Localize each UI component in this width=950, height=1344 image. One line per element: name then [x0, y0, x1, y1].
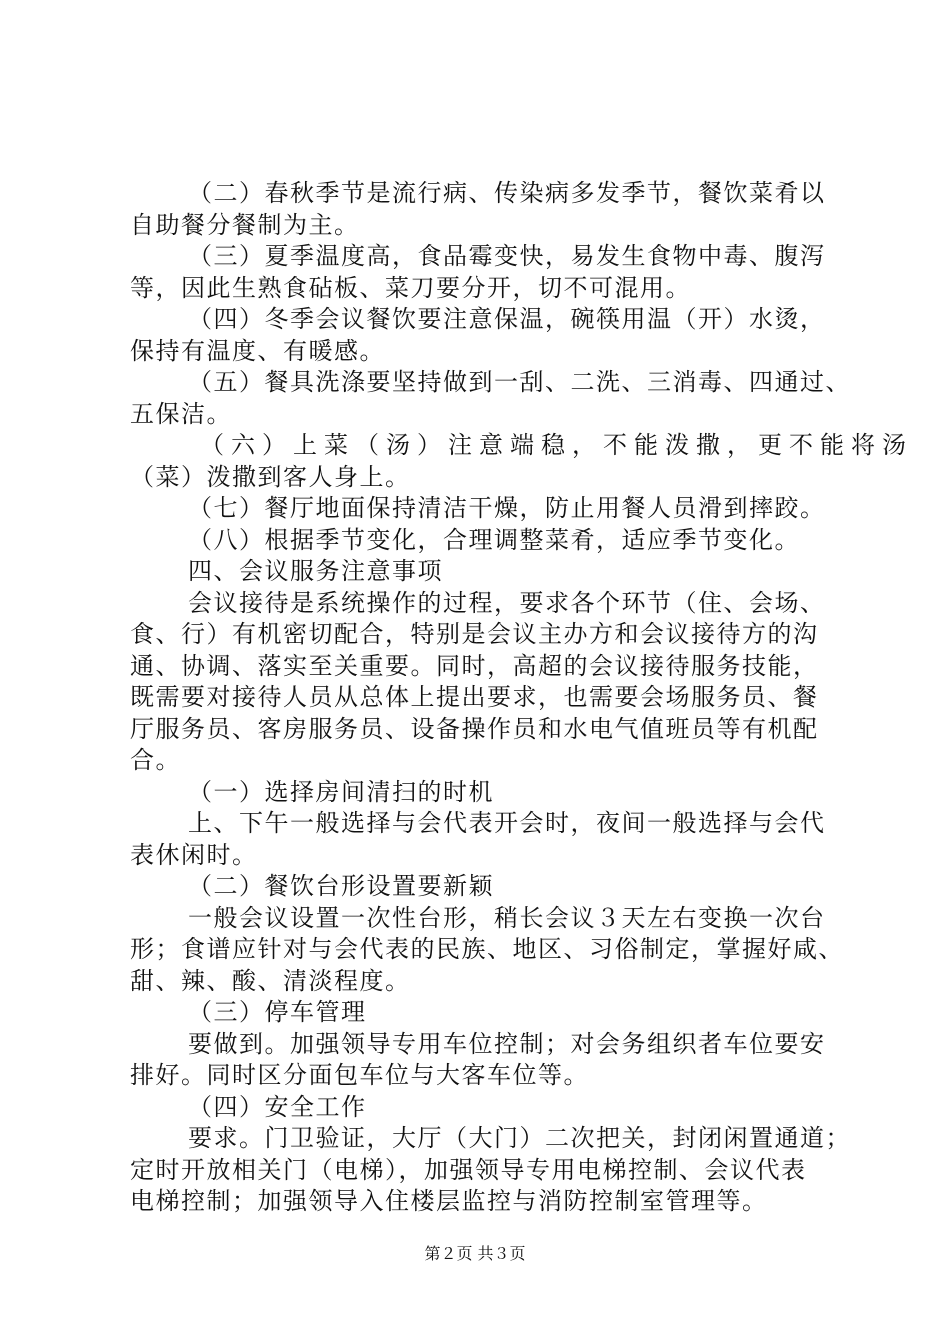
text-line: 表休闲时。	[130, 841, 258, 869]
text-line: （五）餐具洗涤要坚持做到一刮、二洗、三消毒、四通过、	[188, 368, 851, 396]
text-line: 要做到。加强领导专用车位控制；对会务组织者车位要安	[188, 1030, 826, 1058]
text-line: （二）春秋季节是流行病、传染病多发季节，餐饮菜肴以	[188, 179, 826, 207]
text-line: （菜）泼撒到客人身上。	[130, 463, 411, 491]
text-line: 电梯控制；加强领导入住楼层监控与消防控制室管理等。	[130, 1187, 768, 1215]
section-heading: 四、会议服务注意事项	[188, 557, 443, 585]
text-line: 等，因此生熟食砧板、菜刀要分开，切不可混用。	[130, 274, 691, 302]
text-line: （四）冬季会议餐饮要注意保温，碗筷用温（开）水烫，	[188, 305, 826, 333]
text-line: 自助餐分餐制为主。	[130, 211, 360, 239]
subsection-heading: （四）安全工作	[188, 1093, 367, 1121]
text-line: 保持有温度、有暖感。	[130, 337, 385, 365]
text-line: 会议接待是系统操作的过程，要求各个环节（住、会场、	[188, 589, 826, 617]
text-line: 形；食谱应针对与会代表的民族、地区、习俗制定，掌握好咸、	[130, 935, 844, 963]
subsection-heading: （二）餐饮台形设置要新颖	[188, 872, 494, 900]
subsection-heading: （一）选择房间清扫的时机	[188, 778, 494, 806]
text-line: 上、下午一般选择与会代表开会时，夜间一般选择与会代	[188, 809, 826, 837]
text-line: 厅服务员、客房服务员、设备操作员和水电气值班员等有机配	[130, 715, 819, 743]
text-line: （七）餐厅地面保持清洁干燥，防止用餐人员滑到摔跤。	[188, 494, 826, 522]
text-line: 定时开放相关门（电梯），加强领导专用电梯控制、会议代表	[130, 1156, 807, 1184]
page-number-footer: 第２页 共３页	[424, 1244, 526, 1263]
text-line: 食、行）有机密切配合，特别是会议主办方和会议接待方的沟	[130, 620, 819, 648]
text-line: 要求。门卫验证，大厅（大门）二次把关，封闭闲置通道；	[188, 1124, 851, 1152]
subsection-heading: （三）停车管理	[188, 998, 367, 1026]
text-line: 甜、辣、酸、清淡程度。	[130, 967, 411, 995]
text-line: 五保洁。	[130, 400, 232, 428]
text-line: 排好。同时区分面包车位与大客车位等。	[130, 1061, 589, 1089]
text-line: （六）上菜（汤）注意端稳，不能泼撒，更不能将汤	[200, 431, 913, 459]
text-line: 既需要对接待人员从总体上提出要求，也需要会场服务员、餐	[130, 683, 819, 711]
text-line: （八）根据季节变化，合理调整菜肴，适应季节变化。	[188, 526, 800, 554]
text-line: （三）夏季温度高，食品霉变快，易发生食物中毒、腹泻	[188, 242, 826, 270]
text-line: 一般会议设置一次性台形，稍长会议３天左右变换一次台	[188, 904, 826, 932]
text-line: 通、协调、落实至关重要。同时，高超的会议接待服务技能，	[130, 652, 819, 680]
text-line: 合。	[130, 746, 181, 774]
